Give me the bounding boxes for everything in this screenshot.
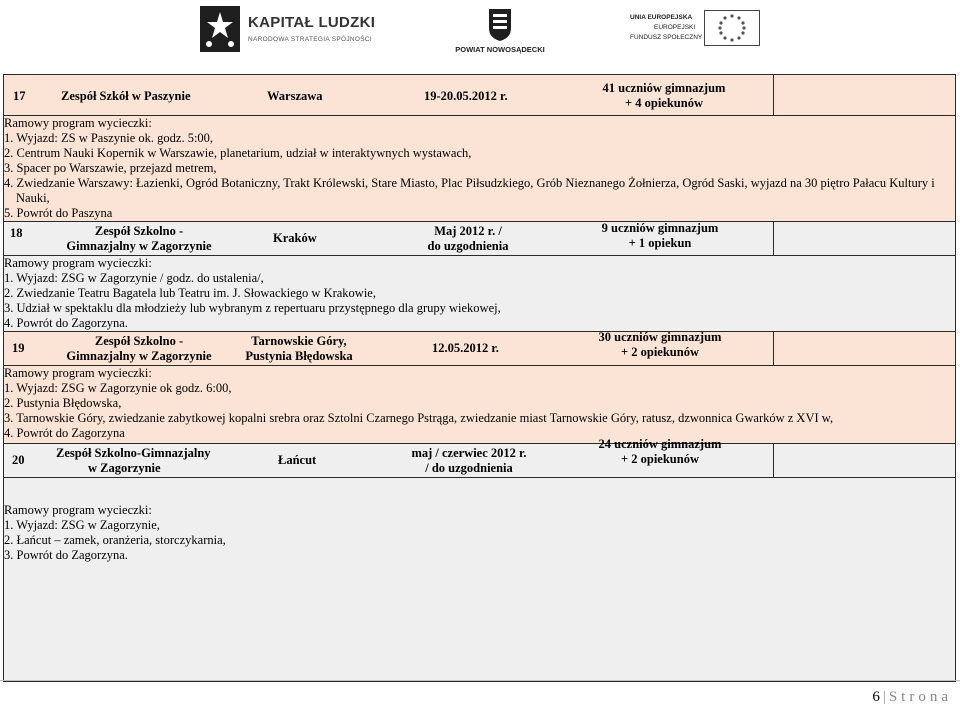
kapital-ludzki-title: KAPITAŁ LUDZKI <box>248 14 376 31</box>
program-item: 3. Udział w spektaklu dla młodzieży lub wybranym z repertuaru przystępnego dla grupy wiekowej, <box>4 301 501 315</box>
trip-participants-cell <box>774 222 956 256</box>
trip-participants-line-2: + 4 opiekunów <box>625 96 703 110</box>
program-item: 4. Zwiedzanie Warszawy: Łazienki, Ogród Botaniczny, Trakt Królewski, Stare Miasto, Plac Piłsudzkiego, Grób Nieznanego Żołnierza, Ogród Saski, wyjazd na 30 piętro Pałacu Kultury i Nauki, <box>4 176 935 205</box>
trips-table <box>3 74 956 682</box>
trip-destination-line-1: Tarnowskie Góry, <box>251 334 347 348</box>
trip-header-row <box>4 75 956 116</box>
trip-school-line-1: Zespół Szkolno-Gimnazjalny <box>56 446 211 460</box>
ue-line-3: FUNDUSZ SPOŁECZNY <box>630 34 703 41</box>
program-item: 4. Powrót do Zagorzyna <box>4 426 125 440</box>
trip-number: 18 <box>10 226 23 240</box>
program-title: Ramowy program wycieczki: <box>4 366 152 380</box>
program-item: 2. Pustynia Błędowska, <box>4 396 122 410</box>
trip-school-line-2: Gimnazjalny w Zagorzynie <box>66 239 212 253</box>
program-item: 1. Wyjazd: ZSG w Zagorzynie ok godz. 6:00, <box>4 381 232 395</box>
trip-participants-line-2: + 1 opiekun <box>628 236 692 250</box>
trip-extra-cell <box>774 75 956 116</box>
trip-header-row <box>4 222 956 256</box>
program-item: 3. Powrót do Zagorzyna. <box>4 548 128 562</box>
trip-participants-line-2: + 2 opiekunów <box>621 452 699 466</box>
trip-program <box>4 116 956 222</box>
trip-participants-line-1: 30 uczniów gimnazjum <box>598 330 722 344</box>
program-item: 4. Powrót do Zagorzyna. <box>4 316 128 330</box>
program-title: Ramowy program wycieczki: <box>4 503 152 517</box>
footer-rule <box>0 680 960 681</box>
trip-program <box>4 478 956 682</box>
powiat-name: POWIAT NOWOSĄDECKI <box>455 45 545 54</box>
trip-school: Zespół Szkół w Paszynie <box>61 89 191 103</box>
program-item: 5. Powrót do Paszyna <box>4 206 113 220</box>
program-item: 2. Łańcut – zamek, oranżeria, storczykarnia, <box>4 533 226 547</box>
page-number-value: 6 <box>872 689 880 705</box>
trip-extra-cell <box>774 444 956 478</box>
trip-program <box>4 366 956 444</box>
trip-date: 19-20.05.2012 r. <box>424 89 508 103</box>
trip-header-row <box>4 332 956 366</box>
eu-flag-icon <box>704 10 760 46</box>
trip-destination: Warszawa <box>267 89 323 103</box>
trip-program-row <box>4 478 956 682</box>
trip-header-cell <box>4 75 774 116</box>
powiat-logo <box>455 8 545 56</box>
trip-destination: Kraków <box>273 231 317 245</box>
trip-school-line-2: w Zagorzynie <box>88 461 161 475</box>
trip-header-row <box>4 444 956 478</box>
trip-date: 12.05.2012 r. <box>432 341 499 355</box>
trip-school-line-2: Gimnazjalny w Zagorzynie <box>66 349 212 363</box>
page-word: Strona <box>888 689 952 705</box>
trip-destination-line-2: Pustynia Błędowska <box>245 349 353 363</box>
kapital-ludzki-logo <box>196 4 376 56</box>
trip-date-line-2: / do uzgodnienia <box>425 461 513 475</box>
trip-participants-line-1: 9 uczniów gimnazjum <box>601 221 719 235</box>
trip-participants-line-1: 41 uczniów gimnazjum <box>602 81 726 95</box>
page-separator: | <box>882 689 886 705</box>
trip-date-line-1: Maj 2012 r. / <box>434 224 502 238</box>
trip-extra-cell <box>774 332 956 366</box>
program-title: Ramowy program wycieczki: <box>4 256 152 270</box>
trip-number: 20 <box>12 453 25 467</box>
trip-program <box>4 256 956 332</box>
program-title: Ramowy program wycieczki: <box>4 116 152 130</box>
trip-program-row <box>4 366 956 444</box>
trip-date-line-1: maj / czerwiec 2012 r. <box>411 446 527 460</box>
trip-school-line-1: Zespół Szkolno - <box>94 224 184 238</box>
trip-participants-line-1: 24 uczniów gimnazjum <box>598 437 722 451</box>
trip-number: 17 <box>13 89 26 103</box>
ue-line-1: UNIA EUROPEJSKA <box>630 14 693 21</box>
program-item: 3. Spacer po Warszawie, przejazd metrem, <box>4 161 217 175</box>
ue-logo <box>630 10 760 50</box>
powiat-coat-of-arms-icon <box>488 8 512 42</box>
page-number <box>872 689 952 706</box>
trip-participants-line-2: + 2 opiekunów <box>621 345 699 359</box>
program-item: 2. Zwiedzanie Teatru Bagatela lub Teatru im. J. Słowackiego w Krakowie, <box>4 286 376 300</box>
kapital-ludzki-emblem-icon <box>196 4 244 56</box>
trip-school-line-1: Zespół Szkolno - <box>94 334 184 348</box>
program-item: 3. Tarnowskie Góry, zwiedzanie zabytkowej kopalni srebra oraz Sztolni Czarnego Pstrąga, zwiedzanie miast Tarnowskie Góry, ratusz, dzwonnica Gwarków z XVI w, <box>4 411 834 425</box>
ue-line-2: EUROPEJSKI <box>654 24 696 31</box>
trip-program-row <box>4 116 956 222</box>
program-item: 2. Centrum Nauki Kopernik w Warszawie, planetarium, udział w interaktywnych wystawach, <box>4 146 472 160</box>
trip-number: 19 <box>12 341 25 355</box>
kapital-ludzki-subtitle: NARODOWA STRATEGIA SPÓJNOŚCI <box>248 36 372 43</box>
trip-destination: Łańcut <box>278 453 317 467</box>
trip-date-line-2: do uzgodnienia <box>427 239 509 253</box>
trip-program-row <box>4 256 956 332</box>
program-item: 1. Wyjazd: ZSG w Zagorzynie, <box>4 518 160 532</box>
program-item: 1. Wyjazd: ZSG w Zagorzynie / godz. do ustalenia/, <box>4 271 264 285</box>
program-item: 1. Wyjazd: ZS w Paszynie ok. godz. 5:00, <box>4 131 214 145</box>
